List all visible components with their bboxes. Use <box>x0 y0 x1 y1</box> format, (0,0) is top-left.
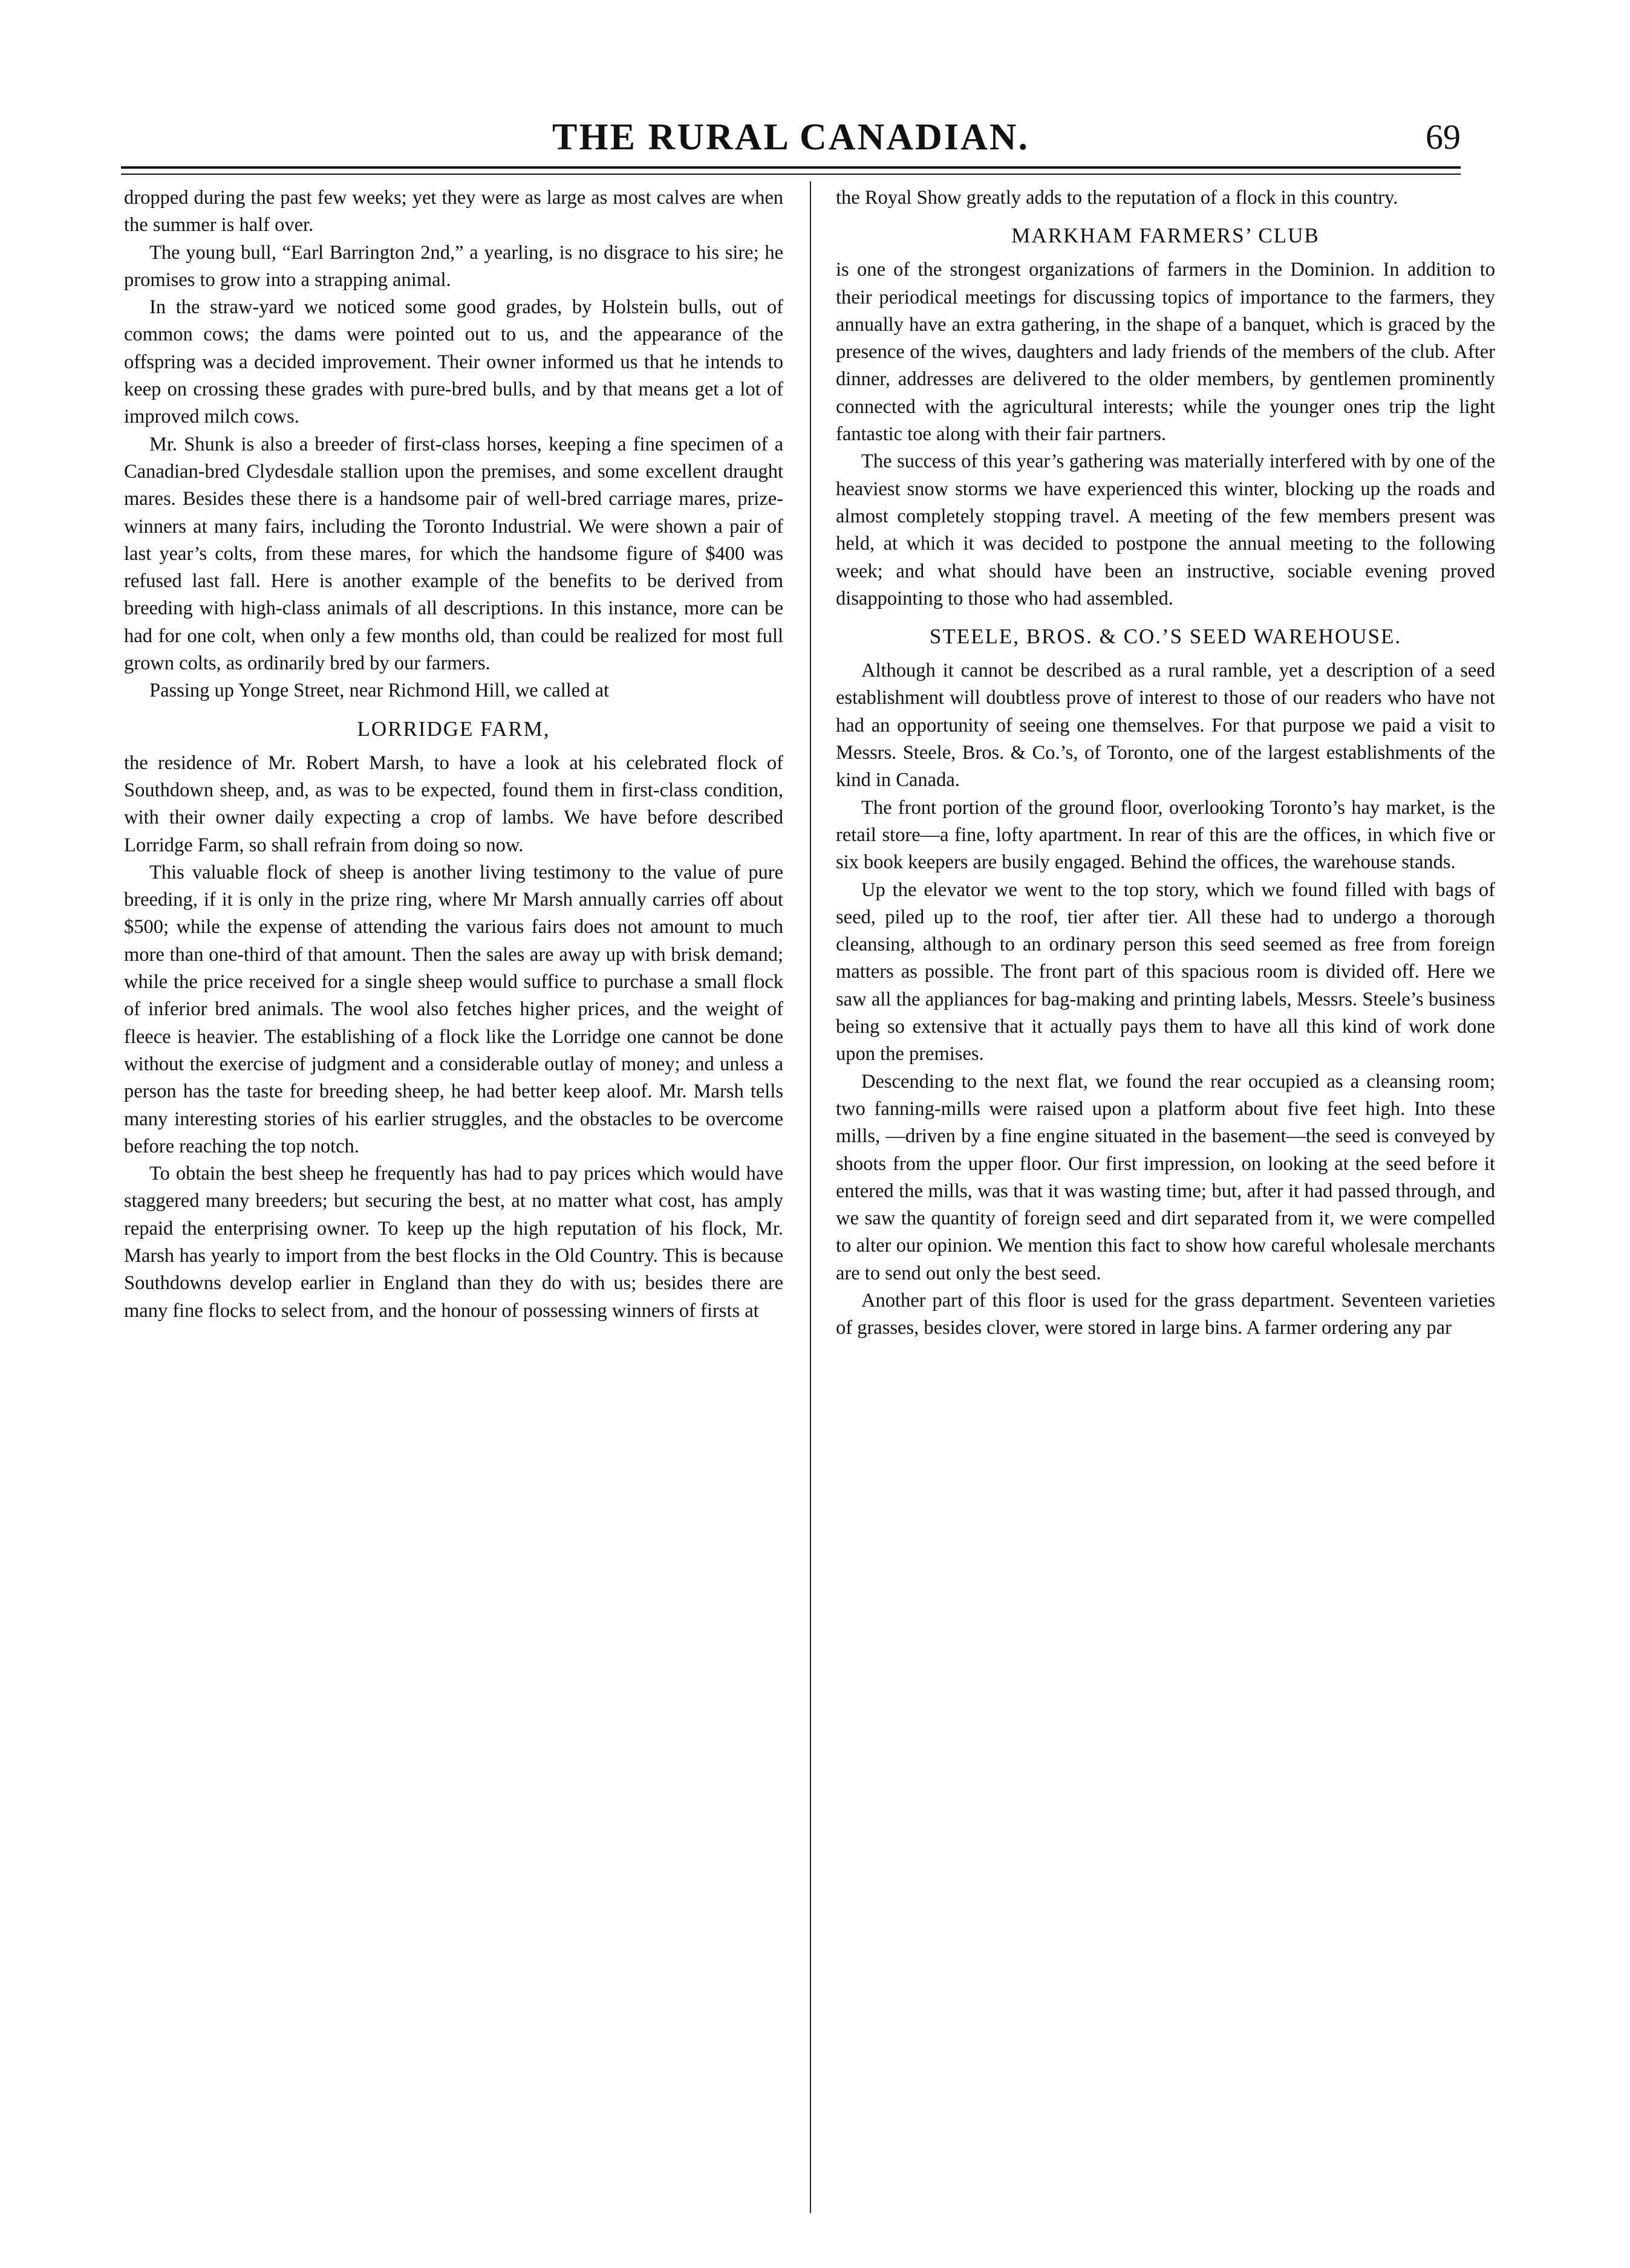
masthead-title: THE RURAL CANADIAN. <box>552 117 1029 158</box>
paragraph: Descending to the next flat, we found the rear occupied as a cleansing room; two fanning-mills were raised upon a platform about five feet high. Into these mills, —driven by a fine engine situated in the basement—the seed is conveyed by shoots from the upper floor. Our first impression, on looking at the seed before it entered the mills, was that it was wasting time; but, after it had passed through, and we saw the quantity of foreign seed and dirt separated from it, we were compelled to alter our opinion. We mention this fact to show how careful wholesale merchants are to send out only the best seed. <box>836 1070 1495 1284</box>
page-header <box>121 110 1461 164</box>
paragraph: The front portion of the ground floor, overlooking Toronto’s hay market, is the retail store—a fine, lofty apartment. In rear of this are the offices, in which five or six book keepers are busily engaged. Behind the offices, the warehouse stands. <box>836 796 1495 874</box>
paragraph: dropped during the past few weeks; yet they were as large as most calves are when the summer is half over. <box>124 187 783 236</box>
paragraph: Mr. Shunk is also a breeder of first-class horses, keeping a fine specimen of a Canadian-bred Clydesdale stallion upon the premises, and some excellent draught mares. Besides these there is a handsome pair of well-bred carriage mares, prize-winners at many fairs, including the Toronto Industrial. We were shown a pair of last year’s colts, from these mares, for which the handsome figure of $400 was refused last fall. Here is another example of the benefits to be derived from breeding with high-class animals of all descriptions. In this instance, more can be had for one colt, when only a few months old, than could be realized for most full grown colts, as ordinarily bred by our farmers. <box>124 433 783 675</box>
paragraph: In the straw-yard we noticed some good grades, by Holstein bulls, out of common cows; the dams were pointed out to us, and the appearance of the offspring was a decided improvement. Their owner informed us that he intends to keep on crossing these grades with pure-bred bulls, and by that means get a lot of improved milch cows. <box>124 296 783 428</box>
header-rule-thin <box>121 174 1461 175</box>
right-column <box>836 184 1495 2222</box>
paragraph: The success of this year’s gathering was materially interfered with by one of the heaviest snow storms we have experienced this winter, blocking up the roads and almost completely stopping travel. A meeting of the few members present was held, at which it was decided to postpone the annual meeting to the following week; and what should have been an instructive, sociable evening proved disappointing to those who had assembled. <box>836 450 1495 609</box>
paragraph: Passing up Yonge Street, near Richmond Hill, we called at <box>149 680 610 702</box>
left-column <box>124 184 783 2222</box>
section-heading: STEELE, BROS. & CO.’S SEED WAREHOUSE. <box>929 625 1402 649</box>
paragraph: Up the elevator we went to the top story, which we found filled with bags of seed, piled up to the roof, tier after tier. All these had to undergo a thorough cleansing, although to an ordinary person this seed seemed as free from foreign matters as possible. The front part of this spacious room is divided off. Here we saw all the appliances for bag-making and printing labels, Messrs. Steele’s business being so extensive that it actually pays them to have all this kind of work done upon the premises. <box>836 879 1495 1065</box>
section-heading: LORRIDGE FARM, <box>357 716 550 741</box>
paragraph: This valuable flock of sheep is another living testimony to the value of pure breeding, if it is only in the prize ring, where Mr Marsh annually carries off about $500; while the expense of attending the various fairs does not amount to much more than one-third of that amount. Then the sales are away up with brisk demand; while the price received for a single sheep would suffice to purchase a small flock of inferior bred animals. The wool also fetches higher prices, and the weight of fleece is heavier. The establishing of a flock like the Lorridge one cannot be done without the exercise of judgment and a considerable outlay of money; and unless a person has the taste for breeding sheep, he had better keep aloof. Mr. Marsh tells many interesting stories of his earlier struggles, and the obstacles to be overcome before reaching the top notch. <box>124 861 783 1157</box>
header-rule-thick <box>121 166 1461 169</box>
paragraph: The young bull, “Earl Barrington 2nd,” a yearling, is no disgrace to his sire; he promises to grow into a strapping animal. <box>124 241 783 291</box>
paragraph: the Royal Show greatly adds to the reputation of a flock in this country. <box>836 187 1398 209</box>
paragraph: Another part of this floor is used for the grass department. Seventeen varieties of grasses, besides clover, were stored in large bins. A farmer ordering any par <box>836 1289 1495 1339</box>
column-divider <box>810 181 811 2213</box>
paragraph: To obtain the best sheep he frequently has had to pay prices which would have staggered many breeders; but securing the best, at no matter what cost, has amply repaid the enterprising owner. To keep up the high reputation of his flock, Mr. Marsh has yearly to import from the best flocks in the Old Country. This is because Southdowns develop earlier in England than they do with us; besides there are many fine flocks to select from, and the honour of possessing winners of firsts at <box>124 1163 783 1322</box>
paragraph: Although it cannot be described as a rural ramble, yet a description of a seed establishment will doubtless prove of interest to those of our readers who have not had an opportunity of seeing one themselves. For that purpose we paid a visit to Messrs. Steele, Bros. & Co.’s, of Toronto, one of the largest establishments of the kind in Canada. <box>836 660 1495 791</box>
page-number: 69 <box>1426 117 1461 157</box>
paragraph: is one of the strongest organizations of farmers in the Dominion. In addition to their periodical meetings for discussing topics of importance to the farmers, they annually have an extra gathering, in the shape of a banquet, which is graced by the presence of the wives, daughters and lady friends of the members of the club. After dinner, addresses are delivered to the older members, by gentlemen prominently connected with the agricultural interests; while the younger ones trip the light fantastic toe along with their fair partners. <box>836 259 1495 446</box>
paragraph: the residence of Mr. Robert Marsh, to have a look at his celebrated flock of Southdown sheep, and, as was to be expected, found them in first-class condition, with their owner daily expecting a crop of lambs. We have before described Lorridge Farm, so shall refrain from doing so now. <box>124 752 783 856</box>
section-heading: MARKHAM FARMERS’ CLUB <box>1011 224 1320 248</box>
